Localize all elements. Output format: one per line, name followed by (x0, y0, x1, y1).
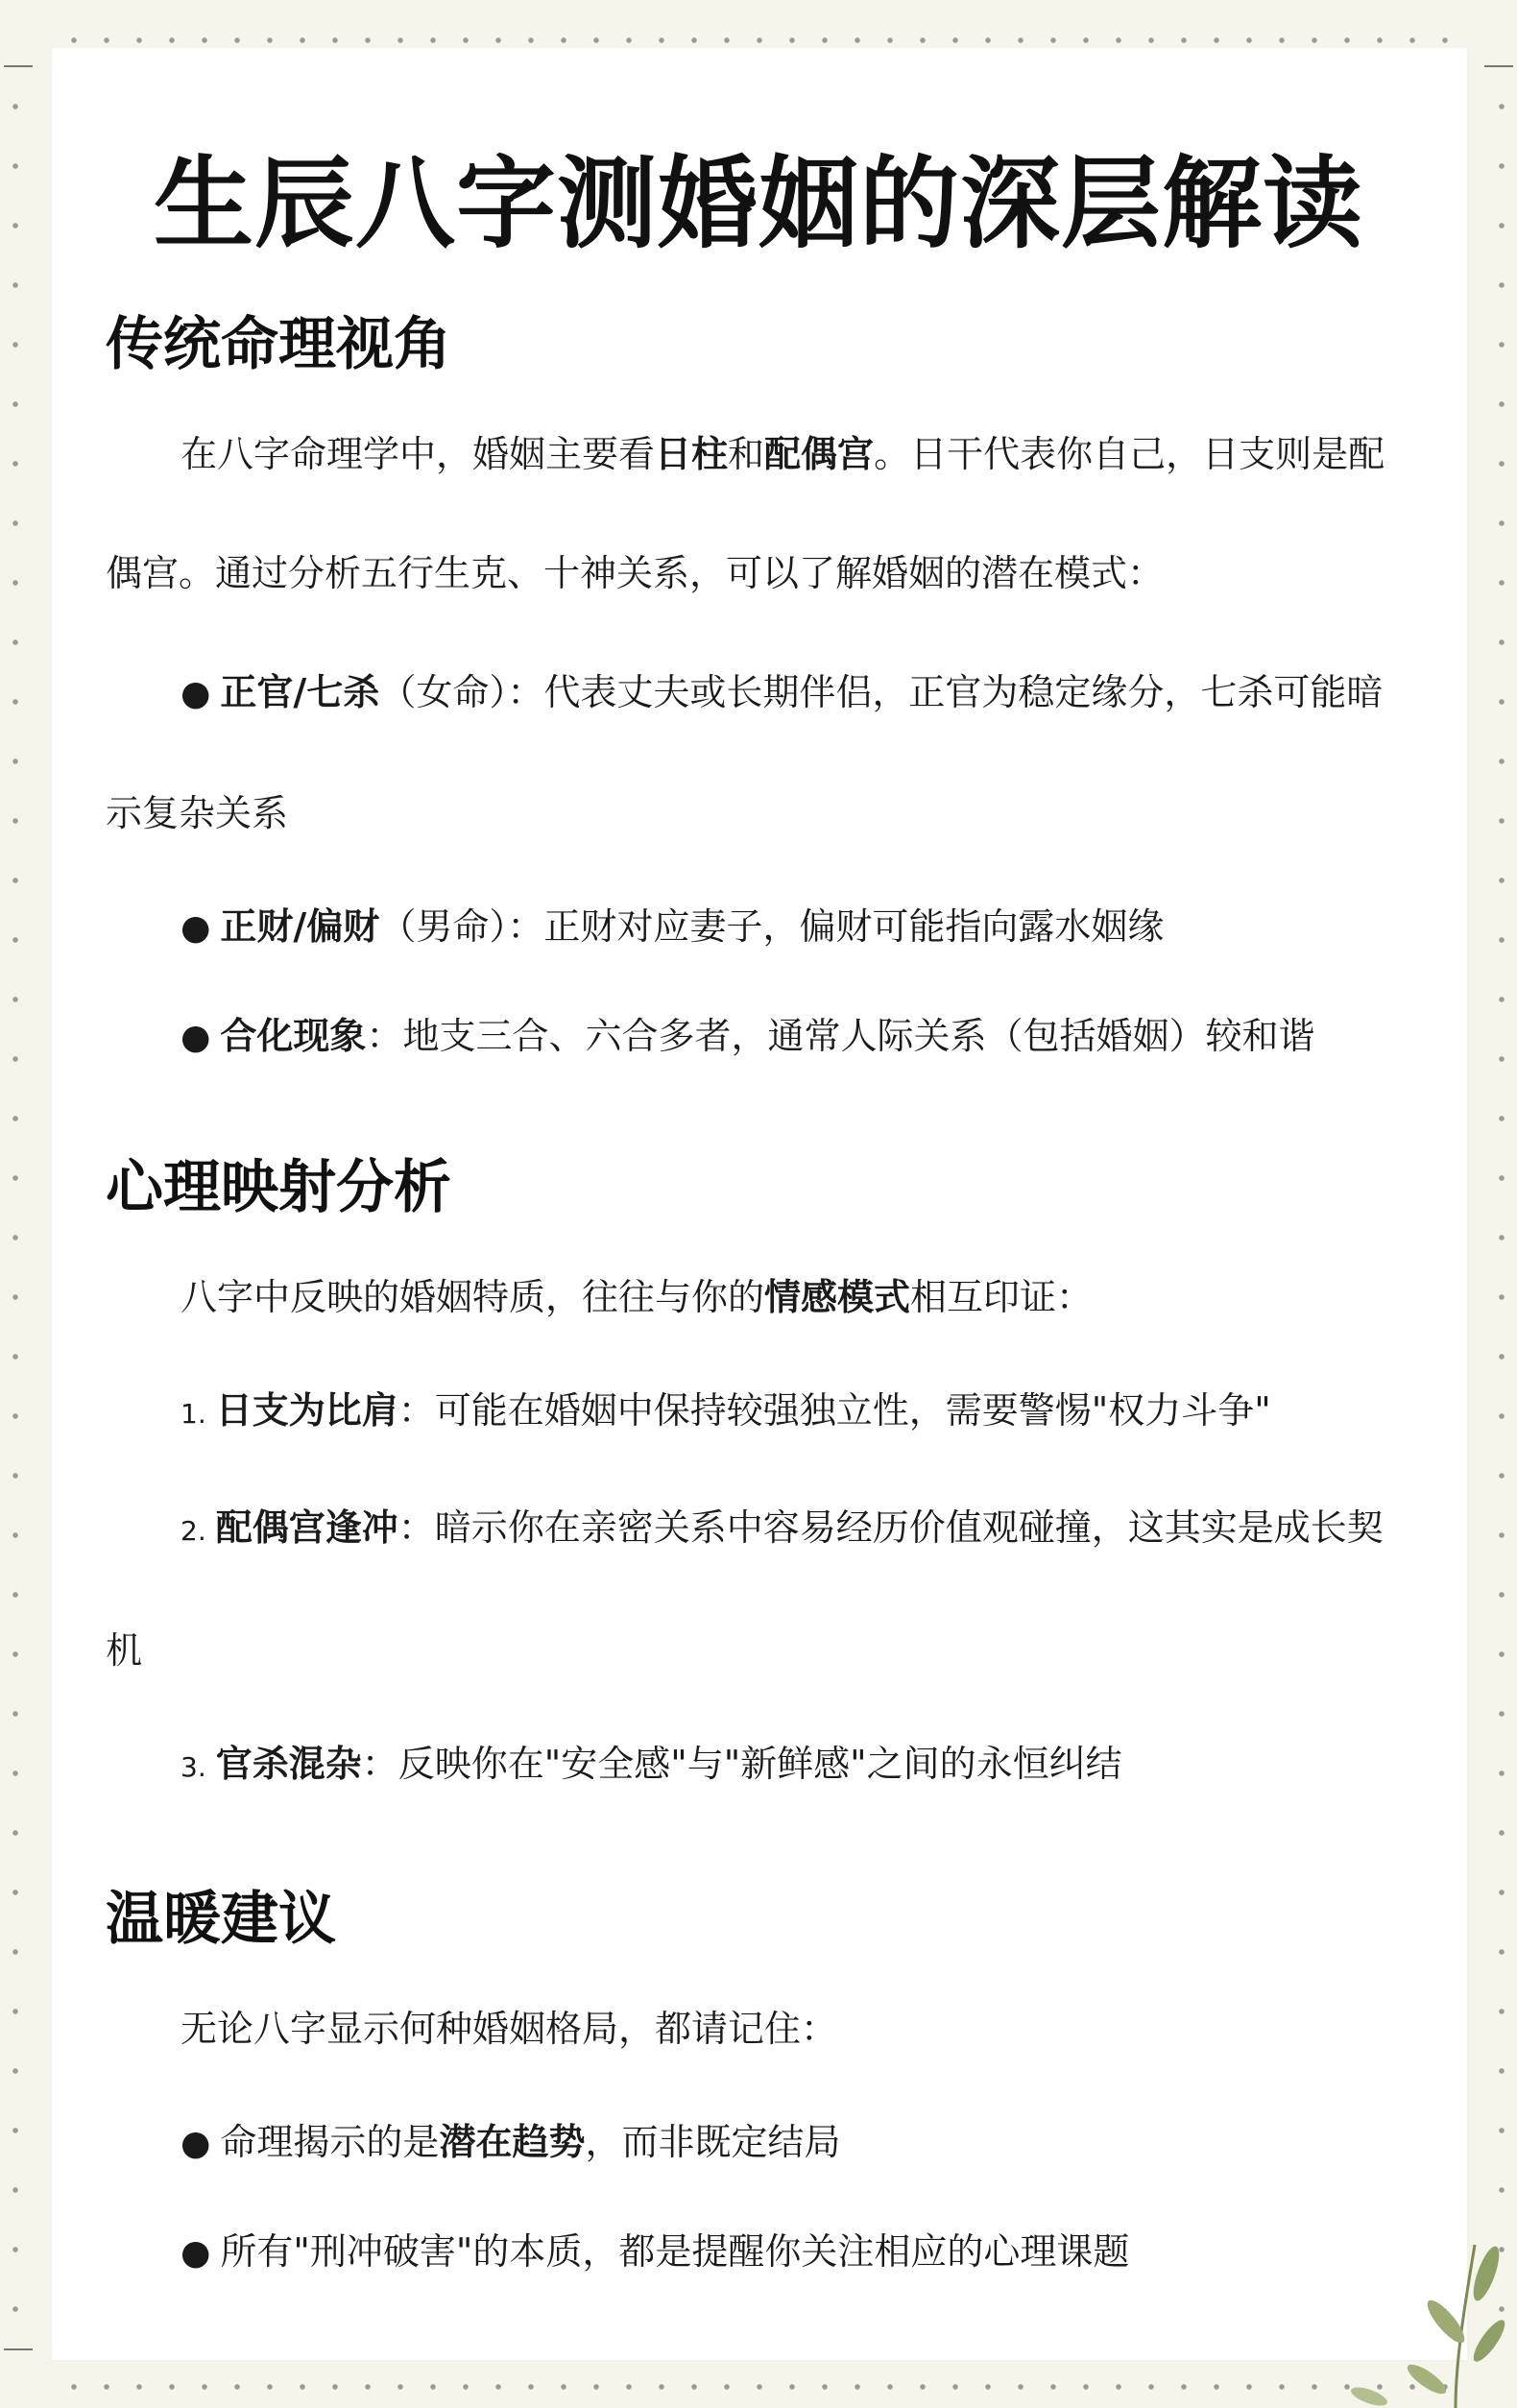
intro-text: 相互印证： (910, 1275, 1094, 1318)
corner-mark (4, 2348, 33, 2350)
list-item (106, 873, 1411, 982)
item-text: ：可能在婚姻中保持较强独立性，需要警惕"权力斗争" (397, 1388, 1271, 1432)
item-text: ：反映你在"安全感"与"新鲜感"之间的永恒纠结 (361, 1742, 1122, 1785)
item-text: ：地支三合、六合多者，通常人际关系（包括婚姻）较和谐 (366, 1014, 1315, 1057)
decorative-dot-border-left (6, 77, 25, 2331)
item-number: 2. (181, 1514, 206, 1547)
item-emphasis: 正官/七杀 (220, 670, 380, 713)
list-item (106, 2198, 1411, 2307)
list-item (106, 982, 1411, 1092)
bullet-icon: ● (181, 1017, 211, 1057)
intro-emphasis: 配偶宫 (764, 432, 875, 475)
item-emphasis: 日支为比肩 (215, 1388, 398, 1432)
list-item (106, 633, 1411, 873)
list-item (106, 2088, 1411, 2198)
item-emphasis: 正财/偏财 (220, 904, 380, 948)
corner-mark (4, 65, 33, 67)
intro-text: 八字中反映的婚姻特质，往往与你的 (181, 1275, 765, 1318)
page-title: 生辰八字测婚姻的深层解读 (153, 145, 1363, 262)
numbered-item (106, 1357, 1411, 1468)
item-text: 所有"刑冲破害"的本质，都是提醒你关注相应的心理课题 (220, 2229, 1130, 2273)
intro-emphasis: 日柱 (655, 432, 729, 475)
decorative-dot-border-right (1492, 77, 1511, 2331)
item-text: （男命）：正财对应妻子，偏财可能指向露水姻缘 (379, 904, 1165, 948)
bullet-icon: ● (181, 673, 211, 713)
bullet-icon: ● (181, 2232, 211, 2273)
section-intro (106, 395, 1411, 633)
corner-mark (1484, 65, 1513, 67)
bullet-icon: ● (181, 907, 211, 948)
section-heading-traditional: 传统命理视角 (106, 310, 451, 378)
numbered-item (106, 1468, 1411, 1710)
item-number: 3. (181, 1750, 206, 1783)
intro-emphasis: 情感模式 (764, 1275, 911, 1318)
item-emphasis: 潜在趋势 (439, 2120, 586, 2163)
article-content (106, 48, 1411, 2307)
item-emphasis: 官杀混杂 (215, 1742, 362, 1785)
article-card (52, 48, 1467, 2360)
section-intro (106, 1238, 1411, 1357)
decorative-dot-border-bottom (58, 2377, 1459, 2396)
section-heading-advice: 温暖建议 (106, 1885, 336, 1953)
section-intro (106, 1969, 1411, 2088)
numbered-item (106, 1710, 1411, 1821)
item-emphasis: 配偶宫逢冲 (215, 1505, 398, 1549)
intro-text: 无论八字显示何种婚姻格局，都请记住： (181, 2007, 838, 2050)
item-emphasis: 合化现象 (220, 1014, 367, 1057)
item-text: ，而非既定结局 (585, 2120, 841, 2163)
intro-text: 和 (728, 432, 765, 475)
leaf-decoration-icon (1312, 2216, 1513, 2408)
intro-text: 在八字命理学中，婚姻主要看 (181, 432, 656, 475)
item-text: ：暗示你在亲密关系中容易经历价值观碰撞，这其实是成长契机 (106, 1505, 1384, 1672)
item-text: 命理揭示的是 (220, 2120, 440, 2163)
decorative-dot-border-top (58, 31, 1459, 50)
item-number: 1. (181, 1397, 206, 1430)
bullet-icon: ● (181, 2123, 211, 2163)
section-heading-psychology: 心理映射分析 (106, 1153, 451, 1221)
intro-text: 。日干代表你自己，日支则是配偶宫。通过分析五行生克、十神关系，可以了解婚姻的潜在模式： (106, 432, 1385, 594)
item-text: （女命）：代表丈夫或长期伴侣，正官为稳定缘分，七杀可能暗示复杂关系 (106, 670, 1384, 834)
